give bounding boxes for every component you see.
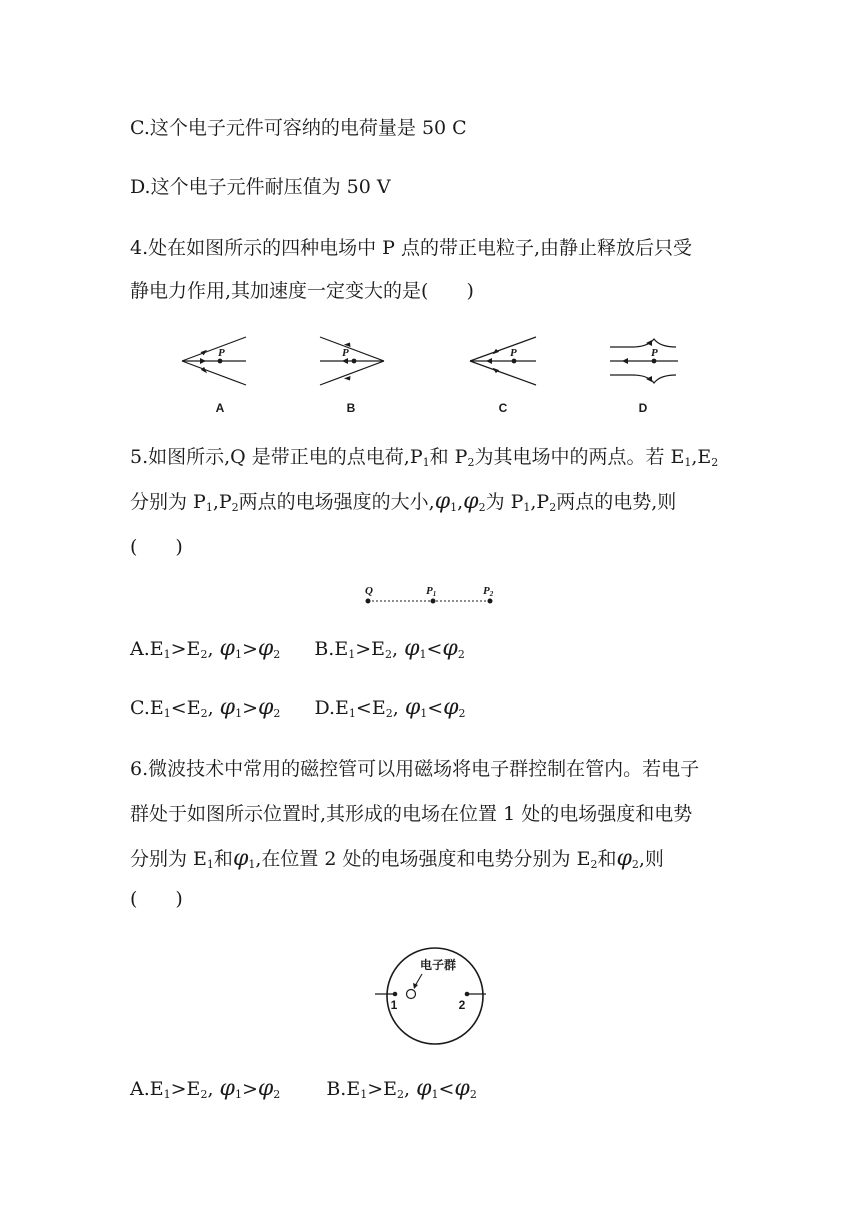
q5-figure: [360, 582, 500, 608]
q6-option-b: $B.E_1>E_2$, $\varphi_1<\varphi_2$: [326, 1076, 477, 1101]
q5-stem-line1: 5.如图所示,Q 是带正电的点电荷$,P_1$和 $P_2$为其电场中的两点。若 $E_1,E_2$: [130, 446, 719, 469]
q5-options-ab: [130, 637, 465, 667]
q6-position-1: 1: [390, 998, 398, 1012]
q4-label-c: C: [498, 401, 508, 415]
q6-electron-group-label: 电子群: [420, 958, 457, 972]
q3-option-d: D.这个电子元件耐压值为 50 V: [130, 176, 391, 198]
q3-option-c: C.这个电子元件可容纳的电荷量是 50 C: [130, 117, 467, 139]
q5-point-p1: P1: [426, 585, 437, 598]
q6-figure: [370, 945, 500, 1045]
q4-label-d: D: [638, 401, 648, 415]
q5-option-b: $B.E_1>E_2$, $\varphi_1<\varphi_2$: [314, 636, 465, 661]
q6-stem-line2: 群处于如图所示位置时,其形成的电场在位置 1 处的电场强度和电势: [130, 803, 693, 825]
q6-stem-line1: 6.微波技术中常用的磁控管可以用磁场将电子群控制在管内。若电子: [130, 758, 700, 780]
q5-options-cd: [130, 696, 466, 726]
q5-point-q: Q: [365, 585, 373, 597]
q4-stem-line1: 4.处在如图所示的四种电场中 P 点的带正电粒子,由静止释放后只受: [130, 237, 693, 259]
q5-option-c: $C.E_1<E_2$, $\varphi_1>\varphi_2$: [130, 695, 281, 720]
q4-point-p-a: P: [218, 347, 225, 359]
q5-stem-line3: ( ): [130, 536, 183, 558]
q4-point-p-d: P: [651, 347, 658, 359]
q6-position-2: 2: [458, 998, 466, 1012]
q5-option-a: $A.E_1>E_2$, $\varphi_1>\varphi_2$: [130, 636, 281, 661]
q4-point-p-c: P: [510, 347, 517, 359]
q6-stem-line4: ( ): [130, 888, 183, 910]
q5-point-p2: P2: [483, 585, 494, 598]
q4-figure: [170, 325, 700, 420]
q4-label-b: B: [346, 401, 356, 415]
q4-stem-line2: 静电力作用,其加速度一定变大的是( ): [130, 280, 474, 302]
q4-label-a: A: [215, 401, 225, 415]
q6-stem-line3: 分别为 $E_1$和$\varphi_1$,在位置 2 处的电场强度和电势分别为 $E_2$和$\varphi_2$,则: [130, 846, 664, 871]
q6-options-ab: [130, 1077, 477, 1107]
q6-option-a: $A.E_1>E_2$, $\varphi_1>\varphi_2$: [130, 1076, 281, 1101]
q5-stem-line2: 分别为 $P_1,P_2$两点的电场强度的大小$,\varphi_1,\varphi_2$为 $P_1,P_2$两点的电势,则: [130, 489, 677, 514]
q5-option-d: $D.E_1<E_2$, $\varphi_1<\varphi_2$: [314, 695, 466, 720]
q4-point-p-b: P: [342, 347, 349, 359]
